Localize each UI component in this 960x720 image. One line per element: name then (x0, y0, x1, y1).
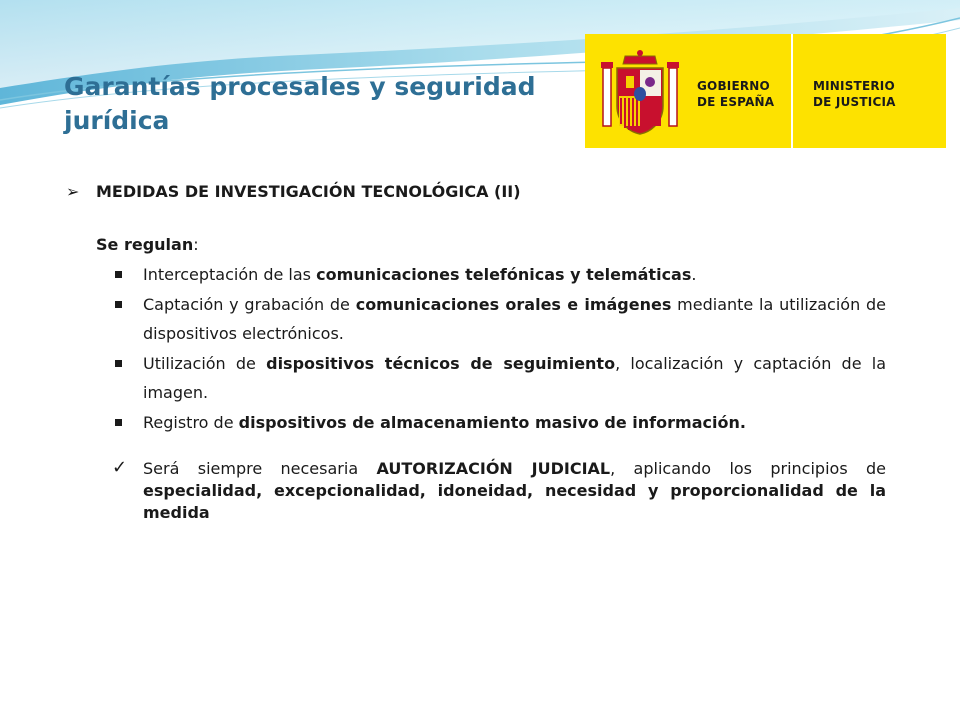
item-text: Captación y grabación de (143, 295, 356, 314)
item-text: , localización y captación de la imagen. (143, 354, 887, 402)
list-item (110, 408, 886, 437)
list-item (110, 260, 886, 289)
item-bold-text: comunicaciones telefónicas y telemáticas (316, 265, 692, 284)
intro-bold: Se regulan (96, 235, 194, 254)
item-text: . (691, 265, 697, 284)
gobierno-line-2: DE ESPAÑA (697, 95, 775, 109)
item-text: Interceptación de las (143, 265, 317, 284)
item-bold-text: comunicaciones orales e imágenes (355, 295, 672, 314)
slide-title: Garantías procesales y seguridad jurídica (64, 72, 536, 135)
item-text: mediante la utilización de dispositivos electrónicos. (143, 295, 887, 343)
square-bullet-icon (115, 271, 122, 278)
note-text: Será siempre necesaria (143, 459, 377, 478)
item-text: Utilización de (143, 354, 267, 373)
gobierno-text (697, 78, 774, 110)
checkmark-icon: ✓ (112, 457, 128, 478)
section-heading (66, 180, 886, 204)
arrow-bullet-icon: ➢ (66, 182, 80, 201)
ministerio-line-2: DE JUSTICIA (813, 95, 896, 109)
note-bold-text: AUTORIZACIÓN JUDICIAL (376, 459, 611, 478)
list-item (110, 349, 886, 407)
ministerio-text (813, 78, 896, 110)
ministerio-line-1: MINISTERIO (813, 79, 895, 93)
note-text: , aplicando los principios de (610, 459, 886, 478)
square-bullet-icon (115, 301, 122, 308)
item-text: Registro de (143, 413, 239, 432)
list-item (110, 290, 886, 348)
coat-of-arms-emblem (599, 46, 681, 138)
section-heading-text: MEDIDAS DE INVESTIGACIÓN TECNOLÓGICA (II) (96, 182, 521, 201)
note-bold-text: especialidad, excepcionalidad, idoneidad, necesidad y proporcionalidad de la medida (143, 481, 886, 522)
gobierno-line-1: GOBIERNO (697, 79, 770, 93)
regulated-measures-list (110, 260, 886, 438)
intro-text (96, 233, 199, 257)
item-bold-text: dispositivos de almacenamiento masivo de información. (238, 413, 746, 432)
intro-suffix: : (193, 235, 199, 254)
square-bullet-icon (115, 360, 122, 367)
judicial-authorization-note (110, 458, 886, 524)
government-logo (585, 34, 946, 148)
logo-divider (791, 34, 793, 148)
item-bold-text: dispositivos técnicos de seguimiento (266, 354, 616, 373)
square-bullet-icon (115, 419, 122, 426)
